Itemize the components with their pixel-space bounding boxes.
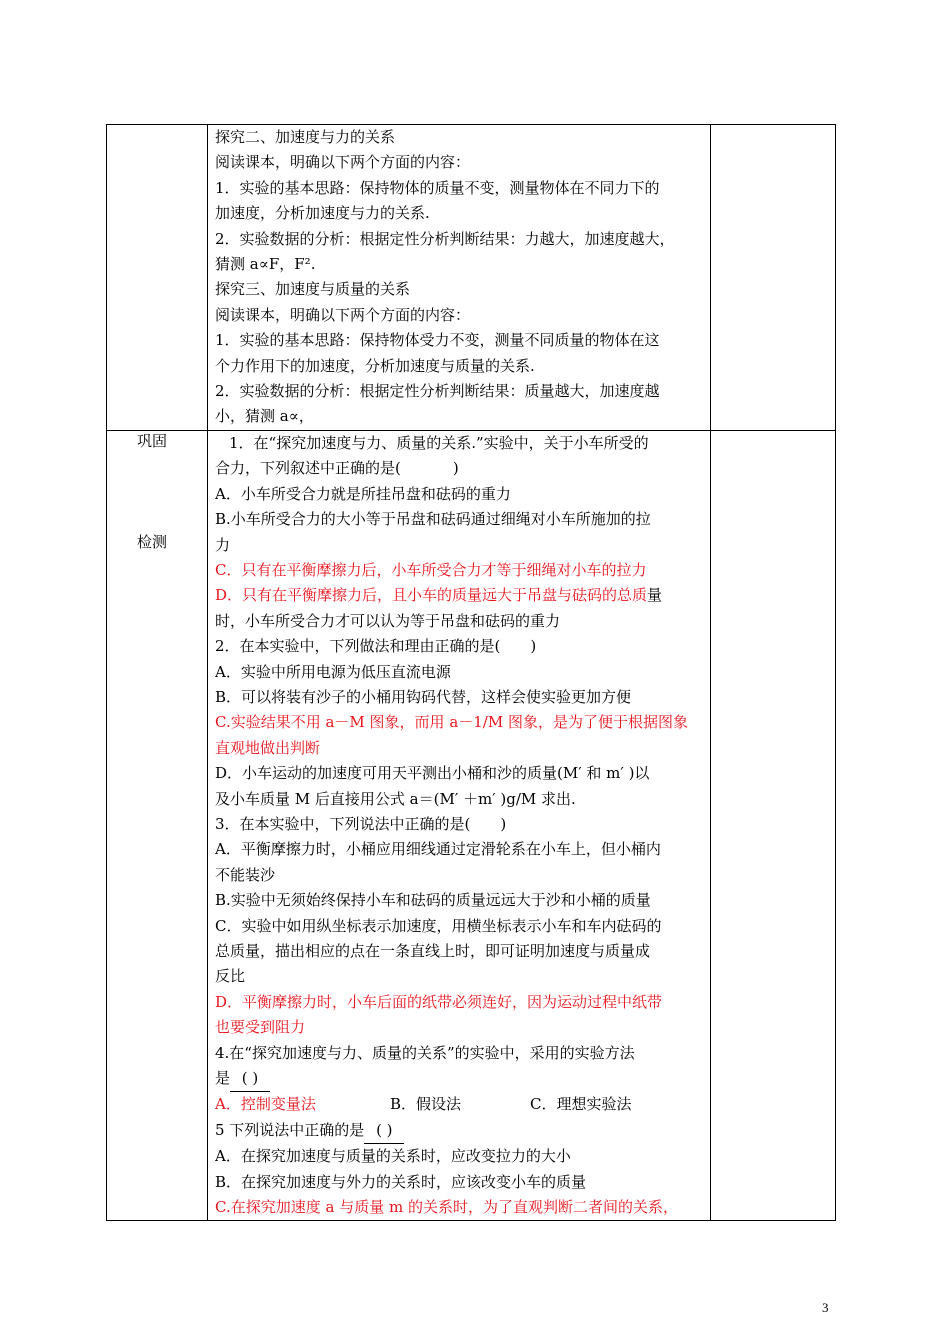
q3-option-c-line3: 反比: [215, 967, 246, 986]
q1-stem-line1: 1．在“探究加速度与力、质量的关系.”实验中，关于小车所受的: [229, 433, 649, 452]
exploration-line: 加速度，分析加速度与力的关系.: [215, 204, 430, 223]
exploration-line: 阅读课本，明确以下两个方面的内容：: [215, 305, 471, 324]
q3-option-b: B.实验中无须始终保持小车和砝码的质量远远大于沙和小桶的质量: [215, 891, 651, 910]
q1-option-d-line2: 时，小车所受合力才可以认为等于吊盘和砝码的重力: [215, 611, 561, 630]
q2-option-c-line2: 直观地做出判断: [215, 738, 321, 757]
q1-option-c: C．只有在平衡摩擦力后，小车所受合力才等于细绳对小车的拉力: [215, 560, 647, 579]
q3-option-c-line2: 总质量，描出相应的点在一条直线上时，即可证明加速度与质量成: [215, 942, 651, 960]
q4-stem-line1: 4.在“探究加速度与力、质量的关系”的实验中，采用的实验方法: [215, 1043, 635, 1062]
exploration-line: 探究二、加速度与力的关系: [215, 128, 396, 146]
q5-stem: 5 下列说法中正确的是 ( ): [215, 1118, 705, 1144]
q3-option-d-line1: D．平衡摩擦力时，小车后面的纸带必须连好，因为运动过程中纸带: [215, 992, 663, 1011]
q1-option-b-line2: 力: [215, 535, 231, 554]
q4-stem-line2: 是 ( ): [215, 1066, 705, 1092]
worksheet-table: [106, 124, 836, 1221]
q4-option-c: C．理想实验法: [530, 1095, 632, 1114]
table-row: [107, 125, 836, 431]
q3-stem: 3．在本实验中，下列说法中正确的是( ): [215, 814, 507, 833]
table-row: [107, 430, 836, 1221]
q1-stem-line2: 合力，下列叙述中正确的是( ): [215, 459, 459, 478]
left-cell-empty: [107, 125, 208, 431]
q3-option-c-line1: C．实验中如用纵坐标表示加速度，用横坐标表示小车和车内砝码的: [215, 916, 662, 935]
q3-option-a-line1: A．平衡摩擦力时，小桶应用细线通过定滑轮系在小车上，但小桶内: [215, 840, 661, 859]
q2-option-b: B．可以将装有沙子的小桶用钩码代替，这样会使实验更加方便: [215, 687, 632, 706]
notes-cell: [711, 430, 836, 1221]
exploration-line: 1．实验的基本思路：保持物体的质量不变，测量物体在不同力下的: [215, 178, 660, 197]
exploration-line: 猜测 a∝F，F².: [215, 255, 316, 274]
exploration-line: 探究三、加速度与质量的关系: [215, 280, 411, 299]
exploration-content-cell: [208, 125, 711, 431]
side-label-top: 巩固: [137, 432, 168, 450]
q2-option-d-line2: 及小车质量 M 后直接用公式 a＝(M′ ＋m′ )g/M 求出.: [215, 789, 576, 808]
q1-option-d-line1: D．只有在平衡摩擦力后，且小车的质量远大于吊盘与砝码的总质量: [215, 586, 663, 605]
q1-option-b-line1: B.小车所受合力的大小等于吊盘和砝码通过细绳对小车所施加的拉: [215, 510, 651, 529]
q5-option-a: A．在探究加速度与质量的关系时，应改变拉力的大小: [215, 1147, 571, 1166]
exploration-line: 个力作用下的加速度，分析加速度与质量的关系.: [215, 356, 535, 375]
exploration-line: 2．实验数据的分析：根据定性分析判断结果：质量越大，加速度越: [215, 382, 660, 401]
questions-text: [208, 431, 710, 1221]
q5-option-c: C.在探究加速度 a 与质量 m 的关系时，为了直观判断二者间的关系，: [215, 1198, 678, 1217]
q2-option-a: A．实验中所用电源为低压直流电源: [215, 662, 451, 681]
notes-cell: [711, 125, 836, 431]
exploration-line: 阅读课本，明确以下两个方面的内容：: [215, 153, 471, 172]
q4-option-a: A．控制变量法: [215, 1095, 316, 1114]
exploration-line: 1．实验的基本思路：保持物体受力不变，测量不同质量的物体在这: [215, 331, 660, 350]
q2-option-c-line1: C.实验结果不用 a－M 图象，而用 a－1/M 图象，是为了便于根据图象: [215, 713, 688, 732]
q4-option-b: B．假设法: [390, 1095, 462, 1114]
q2-option-d-line1: D．小车运动的加速度可用天平测出小桶和沙的质量(M′ 和 m′ )以: [215, 764, 650, 783]
q4-answer-blank: ( ): [230, 1066, 270, 1092]
q5-option-b: B．在探究加速度与外力的关系时，应该改变小车的质量: [215, 1172, 587, 1191]
exploration-line: 小，猜测 a∝，: [215, 407, 314, 426]
q4-options: [215, 1092, 705, 1117]
page-number: 3: [822, 1300, 829, 1315]
q3-option-d-line2: 也要受到阻力: [215, 1018, 306, 1037]
exploration-line: 2．实验数据的分析：根据定性分析判断结果：力越大，加速度越大，: [215, 229, 675, 248]
q1-option-a: A．小车所受合力就是所挂吊盘和砝码的重力: [215, 484, 511, 503]
q3-option-a-line2: 不能装沙: [215, 865, 276, 884]
exploration-text: [208, 125, 710, 430]
q5-answer-blank: ( ): [364, 1118, 404, 1144]
side-label-bottom: 检测: [137, 533, 168, 551]
q2-stem: 2．在本实验中，下列做法和理由正确的是( ): [215, 637, 537, 656]
questions-cell: [208, 430, 711, 1221]
